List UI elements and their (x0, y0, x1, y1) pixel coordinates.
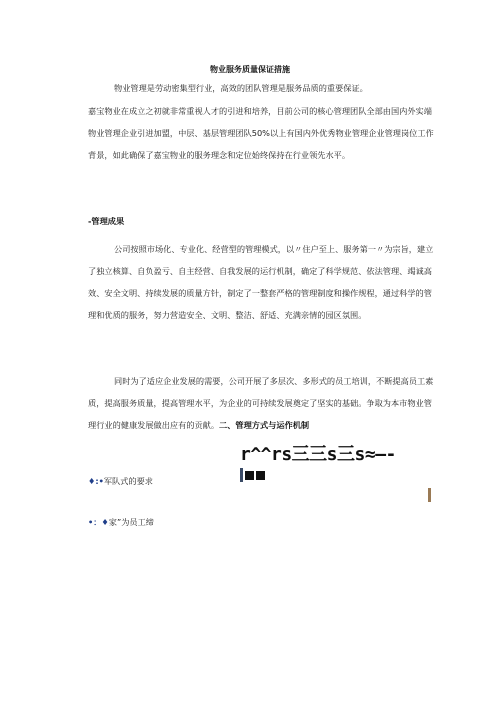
square-mark (256, 471, 265, 480)
bullet-item-home (88, 517, 154, 528)
section-heading-results: -管理成果 (88, 216, 125, 226)
training-text: 同时为了适应企业发展的需要，公司开展了多层次、多形式的员工培训，不断提高员工素质，提高服务质量，提高管理水平，为企业的可持续发展奠定了坚实的基础。争取为本市物业管理行业的健康发展做出应有的贡献。 (88, 376, 434, 430)
bullet-diamond-icon: ♦:• (88, 476, 104, 486)
bullet-text: 军队式的要求 (103, 476, 153, 486)
intro-paragraph: 物业管理是劳动密集型行业，高效的团队管理是服务品质的重要保证。 (114, 83, 368, 93)
bullet-item-military (88, 476, 153, 487)
bullet-text: 家”为员工缔 (108, 517, 154, 527)
document-title: 物业服务质量保证措施 (210, 65, 290, 74)
training-paragraph (88, 370, 438, 436)
garbled-mark-block (240, 468, 265, 482)
talent-paragraph: 嘉宝物业在成立之初就非常重视人才的引进和培养，目前公司的核心管理团队全部由国内外实端物业管理企业引进加盟，中层、基层管理团队50%以上有国内外优秀物业管理企业管理岗位工作背景，如此确保了嘉宝物业的服务理念和定位始终保持在行业领先水平。 (88, 106, 434, 160)
section-heading-mechanism: 二、管理方式与运作机制 (219, 420, 310, 430)
margin-bar-mark (428, 488, 431, 502)
bullet-diamond-icon: •：♦ (88, 517, 109, 527)
square-mark (245, 471, 254, 480)
management-mode-paragraph: 公司按照市场化、专业化、经营型的管理模式，以〃住户至上、服务第一〃为宗旨，建立了独立核算、自负盈亏、自主经营、自我发展的运行机制，确定了科学规范、依法管理、竭诚高效、安全文明、持续发展的质量方针，制定了一整套严格的管理制度和操作规程，通过科学的管理和优质的服务，努力营造安全、文明、整洁、舒适、充满亲情的园区氛围。 (88, 244, 434, 320)
vertical-bar-mark (240, 468, 243, 482)
garbled-text-line: r^^rs三三s三s≈—- (240, 444, 396, 465)
